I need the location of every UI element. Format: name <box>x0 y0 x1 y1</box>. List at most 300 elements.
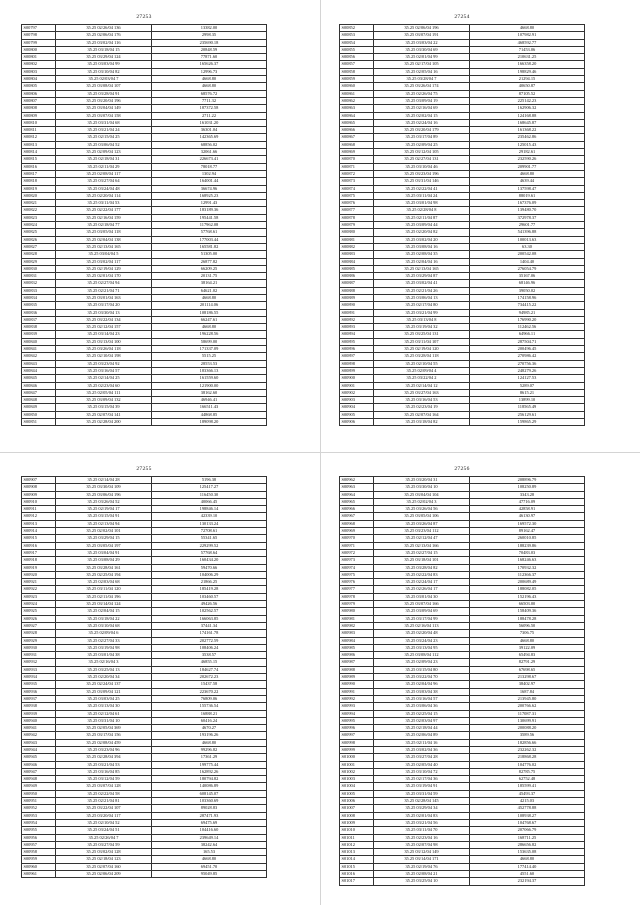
amount-cell: 17361.29 <box>152 754 267 761</box>
table-row <box>22 68 267 75</box>
record-detail-cell: 35.25 03/18/04 15 <box>56 46 152 53</box>
amount-cell: 36301.04 <box>152 127 267 134</box>
record-detail-cell: 35.25 02/17/04 105 <box>374 61 470 68</box>
amount-cell: 82791.29 <box>470 659 585 666</box>
record-detail-cell: 35.25 03/15/04 80 <box>374 666 470 673</box>
record-detail-cell: 35.25 02/02/04 15 <box>374 112 470 119</box>
amount-cell: 20848.59 <box>152 46 267 53</box>
record-detail-cell: 35.25 02/13/04 165 <box>374 265 470 272</box>
record-id-cell: S00871 <box>340 163 374 170</box>
amount-cell: 40066.45 <box>152 498 267 505</box>
table-row <box>340 506 585 513</box>
record-detail-cell: 35.25 03/28/04 7 <box>374 76 470 83</box>
table-row <box>22 222 267 229</box>
record-detail-cell: 35.25 03/20/04 196 <box>56 97 152 104</box>
table-row <box>22 754 267 761</box>
record-id-cell: S00832 <box>22 280 56 287</box>
table-row <box>340 637 585 644</box>
table-row <box>22 236 267 243</box>
amount-cell: 87105.52 <box>470 90 585 97</box>
amount-cell: 161031.20 <box>152 119 267 126</box>
record-id-cell: S00857 <box>340 61 374 68</box>
table-row <box>340 754 585 761</box>
table-row <box>22 630 267 637</box>
amount-cell: 4668.80 <box>152 83 267 90</box>
record-detail-cell: 35.25 03/03/04 99 <box>56 61 152 68</box>
record-detail-cell: 35.25 02/05/04 16 <box>374 68 470 75</box>
table-row <box>22 353 267 360</box>
amount-cell: 270986.42 <box>470 353 585 360</box>
record-id-cell: S00874 <box>340 185 374 192</box>
record-detail-cell: 35.25 02/27/04 131 <box>374 156 470 163</box>
record-id-cell: S01002 <box>340 768 374 775</box>
table-row <box>340 185 585 192</box>
table-row <box>340 331 585 338</box>
amount-cell: 182856.66 <box>470 739 585 746</box>
record-detail-cell: 35.25 02/09/04 123 <box>56 149 152 156</box>
record-id-cell: S00824 <box>22 222 56 229</box>
record-id-cell: S00879 <box>340 222 374 229</box>
amount-cell: 137598.47 <box>470 185 585 192</box>
amount-cell: 69475.69 <box>152 819 267 826</box>
record-id-cell: S00939 <box>22 710 56 717</box>
amount-cell: 63.30 <box>470 243 585 250</box>
amount-cell: 21294.15 <box>470 76 585 83</box>
record-id-cell: S00837 <box>22 316 56 323</box>
record-detail-cell: 35.25 02/05/04 40 <box>374 761 470 768</box>
page-27254 <box>339 11 585 447</box>
record-id-cell: S00861 <box>340 90 374 97</box>
table-row <box>22 710 267 717</box>
amount-cell: 68576.72 <box>152 90 267 97</box>
amount-cell: 29601.77 <box>470 222 585 229</box>
amount-cell: 167376.09 <box>470 200 585 207</box>
record-id-cell: S00864 <box>340 112 374 119</box>
amount-cell: 170932.32 <box>470 564 585 571</box>
record-detail-cell: 35.25 03/16/04 53 <box>374 397 470 404</box>
record-id-cell: S00804 <box>22 76 56 83</box>
table-row <box>340 251 585 258</box>
record-detail-cell: 35.25 03/01/04 98 <box>374 200 470 207</box>
record-detail-cell: 35.25 03/28/04 118 <box>374 353 470 360</box>
table-row <box>22 856 267 863</box>
record-id-cell: S00862 <box>340 97 374 104</box>
amount-cell: 184627.74 <box>152 666 267 673</box>
table-row <box>22 251 267 258</box>
amount-cell: 28553.53 <box>152 360 267 367</box>
table-row <box>22 331 267 338</box>
table-row <box>22 200 267 207</box>
table-row <box>340 652 585 659</box>
record-id-cell: S00833 <box>22 287 56 294</box>
record-detail-cell: 35.25 03/02/04 128 <box>56 849 152 856</box>
table-row <box>22 404 267 411</box>
record-id-cell: S00890 <box>340 302 374 309</box>
record-detail-cell: 35.25 02/03/04 68 <box>56 579 152 586</box>
table-row <box>22 346 267 353</box>
record-id-cell: S00854 <box>340 39 374 46</box>
record-id-cell: S00913 <box>22 520 56 527</box>
record-detail-cell: 35.25 02/09/04 23 <box>374 659 470 666</box>
record-detail-cell: 35.25 03/15/04 91 <box>56 513 152 520</box>
table-row <box>22 659 267 666</box>
amount-cell: 193196.26 <box>152 732 267 739</box>
record-detail-cell: 35.25 03/18/04 22 <box>56 615 152 622</box>
record-detail-cell: 35.25 03/03/04 25 <box>56 695 152 702</box>
table-row <box>340 827 585 834</box>
table-row <box>340 571 585 578</box>
record-id-cell: S00865 <box>340 119 374 126</box>
record-id-cell: S01006 <box>340 798 374 805</box>
table-row <box>22 338 267 345</box>
table-row <box>22 119 267 126</box>
record-id-cell: S00901 <box>340 382 374 389</box>
table-row <box>22 477 267 484</box>
amount-cell: 12996.73 <box>152 68 267 75</box>
table-row <box>340 703 585 710</box>
record-id-cell: S00816 <box>22 163 56 170</box>
table-row <box>340 214 585 221</box>
record-id-cell: S01015 <box>340 863 374 870</box>
record-id-cell: S00797 <box>22 25 56 32</box>
table-row <box>340 32 585 39</box>
record-id-cell: S01012 <box>340 841 374 848</box>
record-id-cell: S00922 <box>22 586 56 593</box>
record-detail-cell: 35.25 03/18/04 82 <box>374 419 470 426</box>
amount-cell: 76809.06 <box>152 695 267 702</box>
record-detail-cell: 35.25 02/07/04 98 <box>374 841 470 848</box>
record-id-cell: S00965 <box>340 498 374 505</box>
record-detail-cell: 35.25 03/19/04 32 <box>374 324 470 331</box>
amount-cell: 66247.61 <box>152 316 267 323</box>
record-detail-cell: 35.25 03/02/04 41 <box>374 280 470 287</box>
amount-cell: 177414.40 <box>470 863 585 870</box>
record-detail-cell: 35.25 03/22/04 70 <box>374 674 470 681</box>
amount-cell: 58699.00 <box>152 338 267 345</box>
record-id-cell: S00822 <box>22 207 56 214</box>
table-row <box>340 542 585 549</box>
table-row <box>340 338 585 345</box>
table-row <box>22 674 267 681</box>
amount-cell: 130133.24 <box>152 520 267 527</box>
table-row <box>22 776 267 783</box>
table-row <box>340 90 585 97</box>
ledger-table <box>339 24 585 426</box>
table-row <box>340 732 585 739</box>
table-row <box>22 32 267 39</box>
record-id-cell: S00962 <box>340 477 374 484</box>
table-row <box>340 841 585 848</box>
table-row <box>22 644 267 651</box>
record-detail-cell: 35.25 03/09/04 69 <box>374 608 470 615</box>
record-id-cell: S00980 <box>340 608 374 615</box>
table-row <box>340 389 585 396</box>
amount-cell: 45493.37 <box>470 790 585 797</box>
table-row <box>340 156 585 163</box>
record-id-cell: S00993 <box>340 703 374 710</box>
table-row <box>22 608 267 615</box>
table-row <box>340 149 585 156</box>
record-id-cell: S00966 <box>340 506 374 513</box>
record-detail-cell: 35.25 02/17/04 36 <box>374 776 470 783</box>
record-detail-cell: 35.25 02/21/04 26 <box>374 287 470 294</box>
record-id-cell: S00988 <box>340 666 374 673</box>
record-id-cell: S00898 <box>340 360 374 367</box>
record-id-cell: S00946 <box>22 761 56 768</box>
amount-cell: 112366.37 <box>470 571 585 578</box>
amount-cell: 199775.44 <box>152 761 267 768</box>
table-row <box>340 178 585 185</box>
record-id-cell: S00873 <box>340 178 374 185</box>
table-row <box>22 112 267 119</box>
table-row <box>340 819 585 826</box>
record-id-cell: S00799 <box>22 39 56 46</box>
ledger-table <box>21 24 267 426</box>
amount-cell: 55341.65 <box>152 535 267 542</box>
amount-cell: 5289.07 <box>470 382 585 389</box>
record-detail-cell: 35.25 03/08/04 16 <box>374 243 470 250</box>
amount-cell: 39122.09 <box>470 644 585 651</box>
record-id-cell: S00927 <box>22 622 56 629</box>
record-id-cell: S00970 <box>340 535 374 542</box>
record-detail-cell: 35.25 02/24/04 137 <box>56 681 152 688</box>
record-detail-cell: 35.25 03/25/04 13 <box>56 666 152 673</box>
table-row <box>340 593 585 600</box>
table-row <box>340 761 585 768</box>
record-detail-cell: 35.25 03/26/04 56 <box>374 506 470 513</box>
record-id-cell: S00932 <box>22 659 56 666</box>
table-row <box>340 834 585 841</box>
record-id-cell: S00934 <box>22 674 56 681</box>
amount-cell: 168711.25 <box>470 834 585 841</box>
record-id-cell: S00867 <box>340 134 374 141</box>
record-detail-cell: 35.25 02/23/04 60 <box>56 382 152 389</box>
record-id-cell: S01014 <box>340 856 374 863</box>
amount-cell: 200542.08 <box>470 251 585 258</box>
record-id-cell: S00944 <box>22 746 56 753</box>
record-id-cell: S00846 <box>22 382 56 389</box>
amount-cell: 2998.35 <box>152 32 267 39</box>
table-row <box>22 39 267 46</box>
record-detail-cell: 35.25 02/06/04 209 <box>56 871 152 878</box>
record-detail-cell: 35.25 03/05/04 106 <box>374 513 470 520</box>
amount-cell: 166511.43 <box>152 404 267 411</box>
record-detail-cell: 35.25 03/28/04 82 <box>374 564 470 571</box>
amount-cell: 169572.30 <box>470 520 585 527</box>
amount-cell: 89028.83 <box>152 805 267 812</box>
amount-cell: 734415.22 <box>470 302 585 309</box>
table-row <box>22 812 267 819</box>
record-id-cell: S00855 <box>340 46 374 53</box>
amount-cell: 223670.22 <box>152 688 267 695</box>
amount-cell: 51305.00 <box>152 251 267 258</box>
record-id-cell: S00918 <box>22 557 56 564</box>
amount-cell: 70483.03 <box>470 549 585 556</box>
record-id-cell: S00827 <box>22 243 56 250</box>
amount-cell: 200088.20 <box>470 725 585 732</box>
record-id-cell: S00950 <box>22 790 56 797</box>
amount-cell: 235462.86 <box>470 134 585 141</box>
amount-cell: 239649.14 <box>152 834 267 841</box>
table-row <box>22 229 267 236</box>
record-detail-cell: 35.25 03/09/04 19 <box>374 97 470 104</box>
record-id-cell: S00875 <box>340 192 374 199</box>
record-id-cell: S00960 <box>22 863 56 870</box>
record-id-cell: S00880 <box>340 229 374 236</box>
record-detail-cell: 35.25 02/18/04 31 <box>56 156 152 163</box>
record-detail-cell: 35.25 02/16/04 69 <box>374 105 470 112</box>
table-row <box>340 141 585 148</box>
table-row <box>22 819 267 826</box>
table-row <box>22 827 267 834</box>
table-row <box>22 170 267 177</box>
record-detail-cell: 35.25 03/17/04 156 <box>56 732 152 739</box>
amount-cell: 88019.61 <box>470 192 585 199</box>
record-detail-cell: 35.25 03/27/04 163 <box>374 389 470 396</box>
amount-cell: 4551.60 <box>470 871 585 878</box>
record-id-cell: S00830 <box>22 265 56 272</box>
record-id-cell: S00957 <box>22 841 56 848</box>
table-row <box>22 798 267 805</box>
amount-cell: 287471.93 <box>152 812 267 819</box>
amount-cell: 46946.41 <box>152 397 267 404</box>
table-row <box>22 717 267 724</box>
table-row <box>22 76 267 83</box>
record-detail-cell: 35.25 03/16/04 85 <box>56 768 152 775</box>
record-detail-cell: 35.25 02/01/04 170 <box>56 273 152 280</box>
table-row <box>340 644 585 651</box>
record-id-cell: S00814 <box>22 149 56 156</box>
record-id-cell: S00820 <box>22 192 56 199</box>
table-row <box>340 382 585 389</box>
table-row <box>22 834 267 841</box>
record-detail-cell: 35.25 03/04/04 149 <box>56 105 152 112</box>
amount-cell: 29182.61 <box>470 149 585 156</box>
record-id-cell: S00884 <box>340 258 374 265</box>
table-row <box>22 273 267 280</box>
record-detail-cell: 35.25 02/21/04 71 <box>56 287 152 294</box>
table-row <box>340 746 585 753</box>
record-id-cell: S00813 <box>22 141 56 148</box>
record-id-cell: S00869 <box>340 149 374 156</box>
record-id-cell: S00914 <box>22 528 56 535</box>
table-row <box>340 630 585 637</box>
table-row <box>340 557 585 564</box>
amount-cell: 1302.94 <box>152 170 267 177</box>
table-row <box>22 498 267 505</box>
table-row <box>22 849 267 856</box>
table-row <box>22 571 267 578</box>
table-row <box>22 134 267 141</box>
amount-cell: 72708.61 <box>152 528 267 535</box>
record-detail-cell: 35.25 02/26/04 136 <box>56 25 152 32</box>
table-row <box>22 25 267 32</box>
record-id-cell: S00881 <box>340 236 374 243</box>
page-title: 27256 <box>454 466 470 472</box>
amount-cell: 38162.60 <box>152 389 267 396</box>
record-detail-cell: 35.25 03/27/04 59 <box>56 841 152 848</box>
record-id-cell: S00943 <box>22 739 56 746</box>
amount-cell: 180794.82 <box>152 776 267 783</box>
table-row <box>340 192 585 199</box>
table-row <box>340 302 585 309</box>
table-row <box>22 105 267 112</box>
table-row <box>340 68 585 75</box>
amount-cell: 37441.34 <box>152 622 267 629</box>
record-detail-cell: 35.25 02/25/04 194 <box>56 571 152 578</box>
amount-cell: 153635.08 <box>470 849 585 856</box>
record-id-cell: S00906 <box>340 419 374 426</box>
record-detail-cell: 35.25 03/16/04 57 <box>374 695 470 702</box>
table-row <box>22 783 267 790</box>
record-detail-cell: 35.25 02/23/04 19 <box>374 404 470 411</box>
record-id-cell: S00860 <box>340 83 374 90</box>
record-id-cell: S00859 <box>340 76 374 83</box>
record-id-cell: S00852 <box>340 25 374 32</box>
amount-cell: 188239.86 <box>470 542 585 549</box>
table-row <box>22 542 267 549</box>
amount-cell: 12991.43 <box>152 200 267 207</box>
record-detail-cell: 35.25 03/24/04 23 <box>374 637 470 644</box>
record-detail-cell: 35.25 03/19/04 98 <box>56 644 152 651</box>
table-row <box>22 484 267 491</box>
amount-cell: 125417.27 <box>152 484 267 491</box>
record-id-cell: S00845 <box>22 375 56 382</box>
table-row <box>22 141 267 148</box>
record-id-cell: S00841 <box>22 346 56 353</box>
amount-cell: 168645.87 <box>470 119 585 126</box>
amount-cell: 71453.06 <box>470 46 585 53</box>
table-row <box>22 746 267 753</box>
record-detail-cell: 35.25 03/26/04 174 <box>374 83 470 90</box>
amount-cell: 13382.00 <box>152 25 267 32</box>
record-id-cell: S01004 <box>340 783 374 790</box>
table-row <box>340 324 585 331</box>
record-id-cell: S00930 <box>22 644 56 651</box>
table-row <box>340 666 585 673</box>
record-detail-cell: 35.25 03/27/04 28 <box>374 754 470 761</box>
amount-cell: 103360.69 <box>152 798 267 805</box>
record-detail-cell: 35.25 02/07/04 164 <box>374 411 470 418</box>
record-detail-cell: 35.25 02/26/04 7 <box>56 834 152 841</box>
table-row <box>340 375 585 382</box>
table-row <box>22 601 267 608</box>
record-detail-cell: 35.25 03/30/04 69 <box>374 46 470 53</box>
amount-cell: 103460.57 <box>152 593 267 600</box>
amount-cell: 177003.44 <box>152 236 267 243</box>
record-id-cell: S00991 <box>340 688 374 695</box>
record-id-cell: S00895 <box>340 338 374 345</box>
record-id-cell: S00971 <box>340 542 374 549</box>
record-detail-cell: 35.25 03/10/04 72 <box>374 768 470 775</box>
record-detail-cell: 35.25 02/14/04 12 <box>374 382 470 389</box>
table-row <box>22 586 267 593</box>
record-id-cell: S00802 <box>22 61 56 68</box>
record-id-cell: S00999 <box>340 746 374 753</box>
record-detail-cell: 35.25 02/13/04 165 <box>56 243 152 250</box>
record-detail-cell: 35.25 03/09/04 44 <box>374 222 470 229</box>
record-id-cell: S01003 <box>340 776 374 783</box>
table-row <box>22 528 267 535</box>
record-id-cell: S00858 <box>340 68 374 75</box>
table-row <box>22 732 267 739</box>
table-row <box>340 222 585 229</box>
record-detail-cell: 35.25 03/05/04 197 <box>56 542 152 549</box>
record-id-cell: S00915 <box>22 535 56 542</box>
table-row <box>340 127 585 134</box>
record-id-cell: S00968 <box>340 520 374 527</box>
table-row <box>22 214 267 221</box>
